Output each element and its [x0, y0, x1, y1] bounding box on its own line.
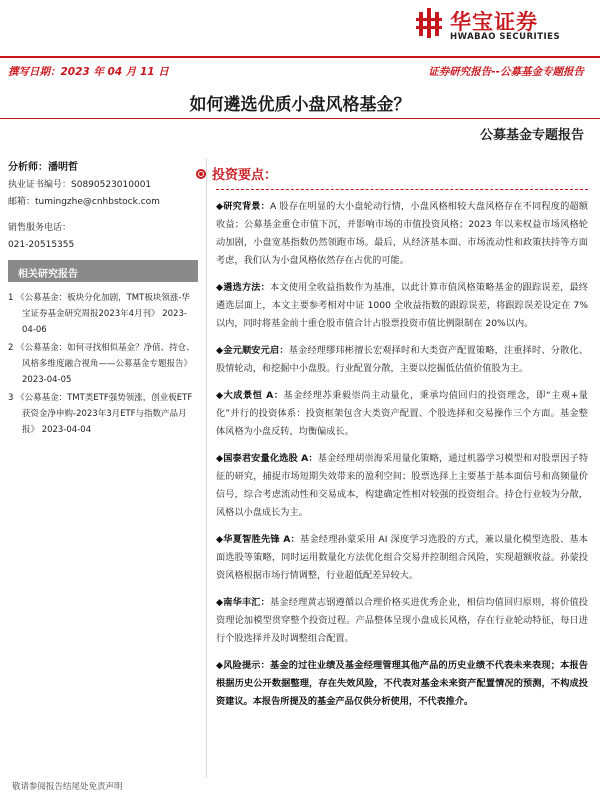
paragraph-text: A 股存在明显的大小盘轮动行情，小盘风格相较大盘风格存在不同程度的超额收益；公募基金重仓市值下沉，并影响市场的市值投资风格；2023 年以来权益市场风格轮动加剧，小盘宽基指数仍然领跑市场。最后，从经济基本面、市场流动性和政策扶持等方面考虑，我们认为小盘风格依然存在占优的可能。	[216, 201, 588, 266]
disclaimer-note: 敬请参阅报告结尾处免责声明	[12, 782, 123, 792]
paragraph-head: ◆华夏智胜先锋 A：	[216, 534, 300, 545]
paragraph-head: ◆南华丰汇：	[216, 597, 271, 608]
highlights-title: 投资要点：	[212, 168, 278, 183]
paragraph-text: 本文使用全收益指数作为基准，以此计算市值风格策略基金的跟踪误差，最终遴选层面上，本文主要参考相对中证 1000 全收益指数的跟踪误差，将跟踪误差设定在 7%以内，同时将基金前十重仓股市值合计占股票投资市值比例限制在 20%以内。	[216, 282, 588, 329]
title-divider	[0, 118, 600, 119]
paragraph-fund-3	[216, 450, 588, 522]
related-reports-header: 相关研究报告	[8, 260, 198, 282]
paragraph-text: 基金经理苏秉毅崇尚主动量化，秉承均值回归的投资理念，即“主观+量化”并行的投资体系：投资框架包含大类资产配置、个股选择和交易操作三个方面。基金整体风格为小盘反转，均衡偏成长。	[216, 390, 588, 437]
hwabao-logo-icon	[416, 8, 442, 38]
paragraph-fund-1	[216, 342, 588, 378]
highlights-divider	[216, 189, 588, 190]
analyst-info	[8, 158, 198, 254]
report-category: 证券研究报告--公募基金专题报告	[428, 66, 584, 78]
paragraph-text: 基金经理胡崇海采用量化策略，通过机器学习模型和对股票因子特征的研究，捕捉市场短期失效带来的盈利空间；股票选择上主要基于基本面信号和高频量价信号，综合考虑流动性和交易成本，构建确定性相对较强的投资组合。持仓行业较为分散，风格以小盘成长为主。	[216, 453, 589, 518]
column-divider	[206, 158, 207, 778]
license-number: 执业证书编号：S0890523010001	[8, 180, 152, 190]
paragraph-background	[216, 198, 588, 270]
paragraph-text: 基金的过往业绩及基金经理管理其他产品的历史业绩不代表未来表现；本报告根据历史公开数据整理，存在失效风险，不代表对基金未来资产配置情况的预测，不构成投资建议。本报告所提及的基金产品仅供分析使用，不代表推介。	[216, 660, 588, 707]
paragraph-text: 基金经理缪玮彬擅长宏观择时和大类资产配置策略，注重择时、分散化、股情轮动，和挖掘中小盘股。行业配置分散，主要以挖掘低估值价值股为主。	[216, 345, 588, 374]
investment-highlights	[212, 164, 589, 720]
related-report-item[interactable]: 2 《公募基金：如何寻找相似基金？净值、持仓、风格多维度融合视角——公募基金专题报告》 2023-04-05	[8, 343, 195, 385]
paragraph-fund-5	[216, 594, 588, 648]
sales-phone-label: 销售服务电话：	[8, 223, 72, 233]
target-icon	[196, 169, 206, 179]
paragraph-head: ◆遴选方法：	[216, 282, 271, 293]
analyst-name: 分析师：潘明哲	[8, 162, 78, 173]
logo-chinese-name: 华宝证券	[450, 10, 538, 34]
highlights-heading	[212, 164, 588, 183]
related-report-item[interactable]: 3 《公募基金：TMT类ETF强势领涨，创业板ETF获资金净申购-2023年3月ETF与指数产品月报》 2023-04-04	[8, 393, 193, 435]
paragraph-head: ◆大成景恒 A：	[216, 390, 284, 401]
analyst-email[interactable]: 邮箱：tumingzhe@cnhbstock.com	[8, 197, 160, 207]
sales-phone: 021-20515355	[8, 240, 75, 250]
paragraph-text: 基金经理黄志钢遵循以合理价格买进优秀企业，相信均值回归原则，将价值投资理论加模型贯穿整个投资过程。产品整体呈现小盘成长风格，存在行业轮动特征，每日进行个股选择并及时调整组合配置。	[216, 597, 588, 644]
page-title: 如何遴选优质小盘风格基金？	[189, 95, 411, 115]
paragraph-head: ◆研究背景：	[216, 201, 271, 212]
paragraph-text: 基金经理孙蒙采用 AI 深度学习选股的方式，兼以量化模型选股、基本面选股等策略，同时运用数量化方法优化组合交易并控制组合风险，实现超额收益。孙蒙投资风格根据市场行情调整，行业超低配差异较大。	[216, 534, 588, 581]
paragraph-head: ◆风险提示：	[216, 660, 271, 671]
logo-english-name: HWABAO SECURITIES	[450, 32, 561, 42]
paragraph-risk	[216, 657, 588, 711]
paragraph-head: ◆金元顺安元启：	[216, 345, 289, 356]
header-divider	[0, 56, 600, 58]
paragraph-fund-4	[216, 531, 588, 585]
related-reports-list	[8, 290, 198, 440]
paragraph-method	[216, 279, 588, 333]
paragraph-head: ◆国泰君安量化选股 A：	[216, 453, 318, 464]
report-date: 撰写日期：2023 年 04 月 11 日	[8, 66, 169, 78]
brand-logo	[416, 6, 586, 46]
paragraph-fund-2	[216, 387, 588, 441]
related-report-item[interactable]: 1 《公募基金：板块分化加剧，TMT板块领涨-华宝证券基金研究周报2023年4月刊》 2023-04-06	[8, 293, 190, 335]
report-type: 公募基金专题报告	[479, 128, 584, 143]
